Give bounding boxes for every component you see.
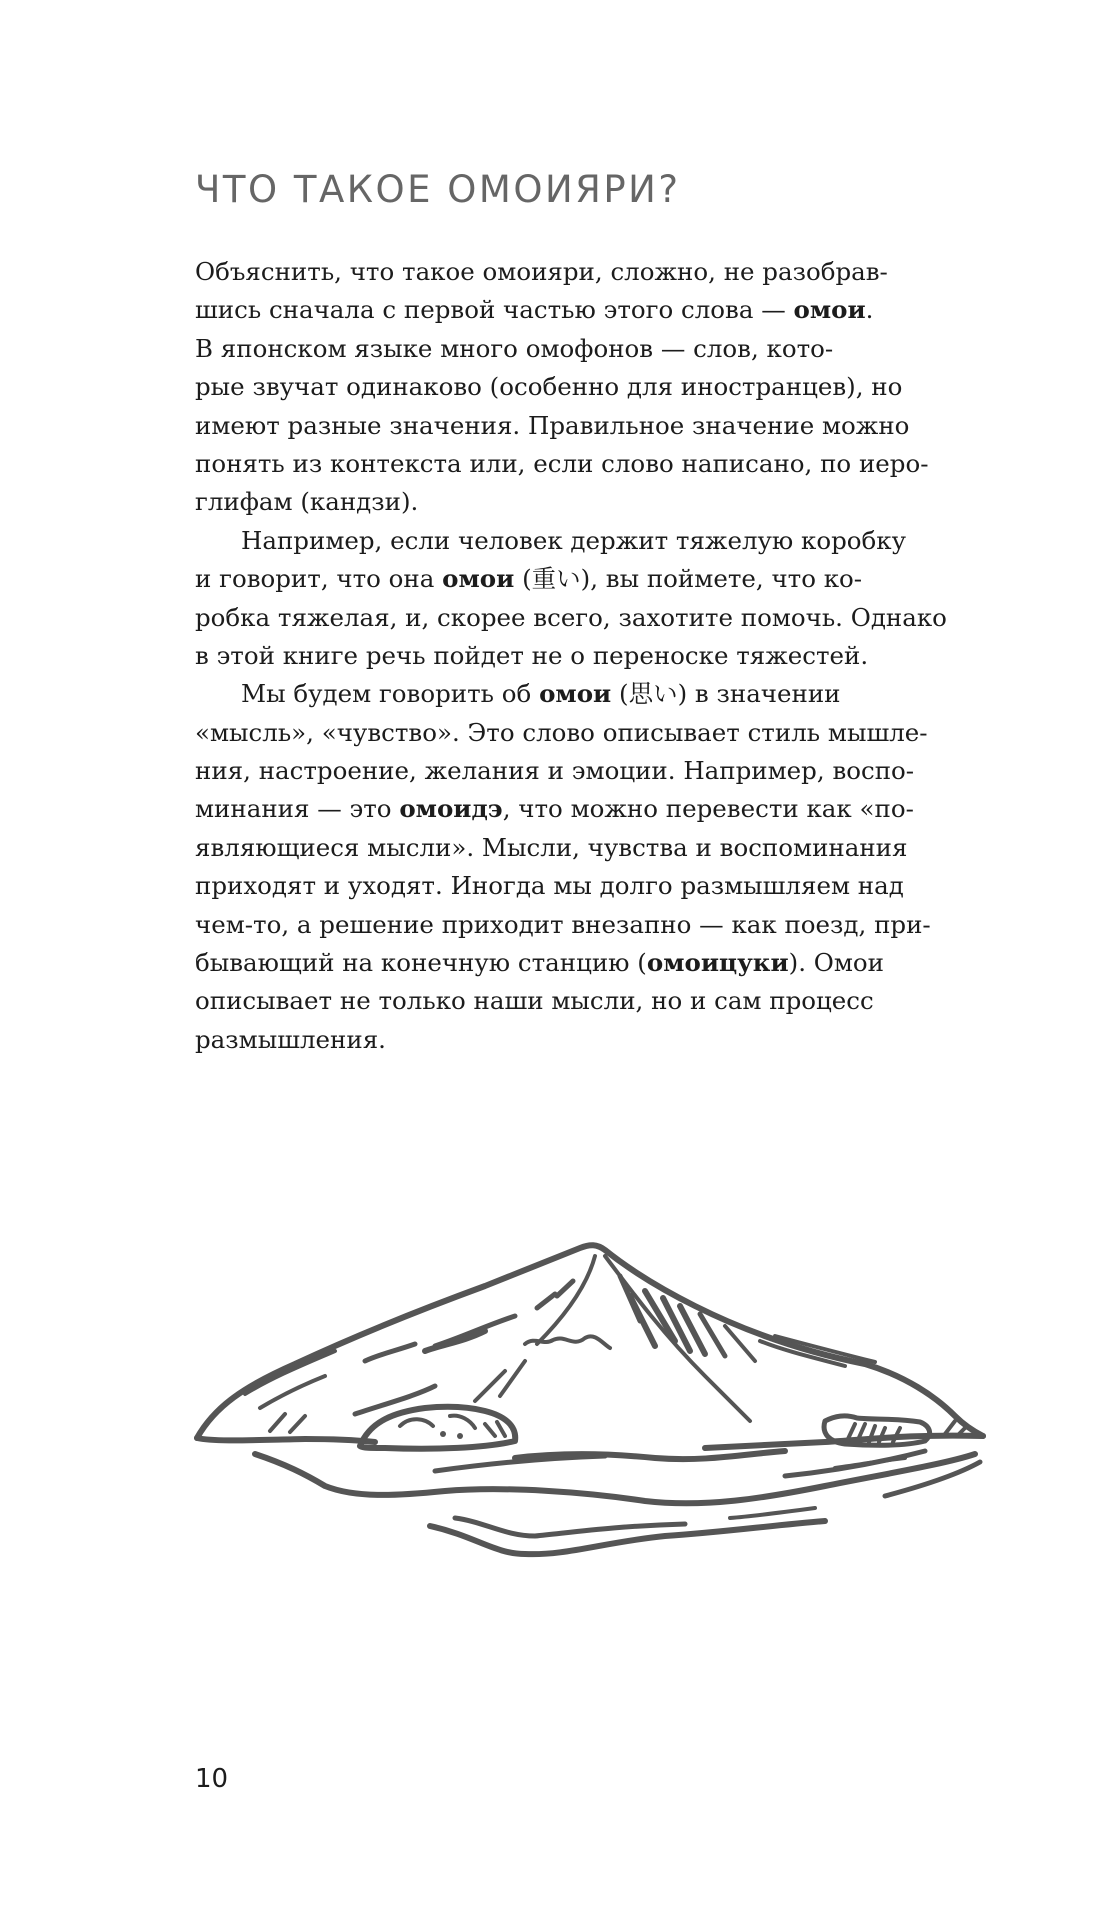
text-segment: бывающий на конечную станцию ( xyxy=(195,948,647,978)
text-segment: шись сначала с первой частью этого слова — xyxy=(195,295,794,325)
body-text xyxy=(195,253,975,1059)
page-number: 10 xyxy=(195,1764,229,1794)
text-segment: в этой книге речь пойдет не о переноске тяжестей. xyxy=(195,640,869,670)
text-segment: В японском языке много омофонов — слов, кото- xyxy=(195,333,834,363)
text-segment: ). Омои xyxy=(788,948,885,978)
text-segment: понять из контекста или, если слово написано, по иеро- xyxy=(195,448,929,478)
text-segment: «мысль», «чувство». Это слово описывает стиль мышле- xyxy=(195,717,928,747)
text-line xyxy=(195,330,975,368)
text-segment: робка тяжелая, и, скорее всего, захотите помочь. Однако xyxy=(195,602,947,632)
text-line xyxy=(195,752,975,790)
bold-term: омои xyxy=(442,564,515,594)
text-line xyxy=(195,867,975,905)
text-segment: (重い), вы поймете, что ко- xyxy=(514,564,863,594)
text-line xyxy=(195,637,975,675)
text-segment: приходят и уходят. Иногда мы долго размышляем над xyxy=(195,871,904,901)
text-line xyxy=(195,483,975,521)
text-segment: являющиеся мысли». Мысли, чувства и воспоминания xyxy=(195,832,908,862)
text-segment: и говорит, что она xyxy=(195,564,443,594)
text-line xyxy=(195,407,975,445)
text-line xyxy=(195,906,975,944)
text-segment: чем-то, а решение приходит внезапно — как поезд, при- xyxy=(195,909,931,939)
text-line xyxy=(195,1021,975,1059)
bold-term: омои xyxy=(539,679,612,709)
text-segment: (思い) в значении xyxy=(611,679,841,709)
text-segment: . xyxy=(865,295,874,325)
text-segment: минания — это xyxy=(195,794,400,824)
text-line xyxy=(195,368,975,406)
text-segment: Например, если человек держит тяжелую коробку xyxy=(241,525,907,555)
text-line xyxy=(195,560,975,598)
text-line xyxy=(195,790,975,828)
text-line xyxy=(195,982,975,1020)
text-line xyxy=(195,829,975,867)
text-segment: описывает не только наши мысли, но и сам процесс xyxy=(195,986,874,1016)
text-line xyxy=(195,445,975,483)
bold-term: омоидэ xyxy=(399,794,503,824)
text-line xyxy=(195,714,975,752)
text-line xyxy=(195,253,975,291)
bold-term: омоицуки xyxy=(646,948,789,978)
text-line xyxy=(195,522,975,560)
text-segment: имеют разные значения. Правильное значение можно xyxy=(195,410,910,440)
text-segment: , что можно перевести как «по- xyxy=(502,794,914,824)
text-segment: ния, настроение, желания и эмоции. Например, воспо- xyxy=(195,756,915,786)
text-segment: рые звучат одинаково (особенно для иностранцев), но xyxy=(195,372,903,402)
text-segment: Объяснить, что такое омоияри, сложно, не разобрав- xyxy=(195,257,888,286)
text-line xyxy=(195,675,975,713)
text-segment: Мы будем говорить об xyxy=(241,679,540,709)
text-line xyxy=(195,599,975,637)
text-line xyxy=(195,944,975,982)
text-line xyxy=(195,291,975,329)
text-segment: размышления. xyxy=(195,1024,386,1054)
chapter-title: ЧТО ТАКОЕ ОМОИЯРИ? xyxy=(195,168,681,211)
bold-term: омои xyxy=(793,295,866,325)
mount-fuji-illustration xyxy=(185,1236,995,1566)
text-segment: глифам (кандзи). xyxy=(195,487,419,517)
